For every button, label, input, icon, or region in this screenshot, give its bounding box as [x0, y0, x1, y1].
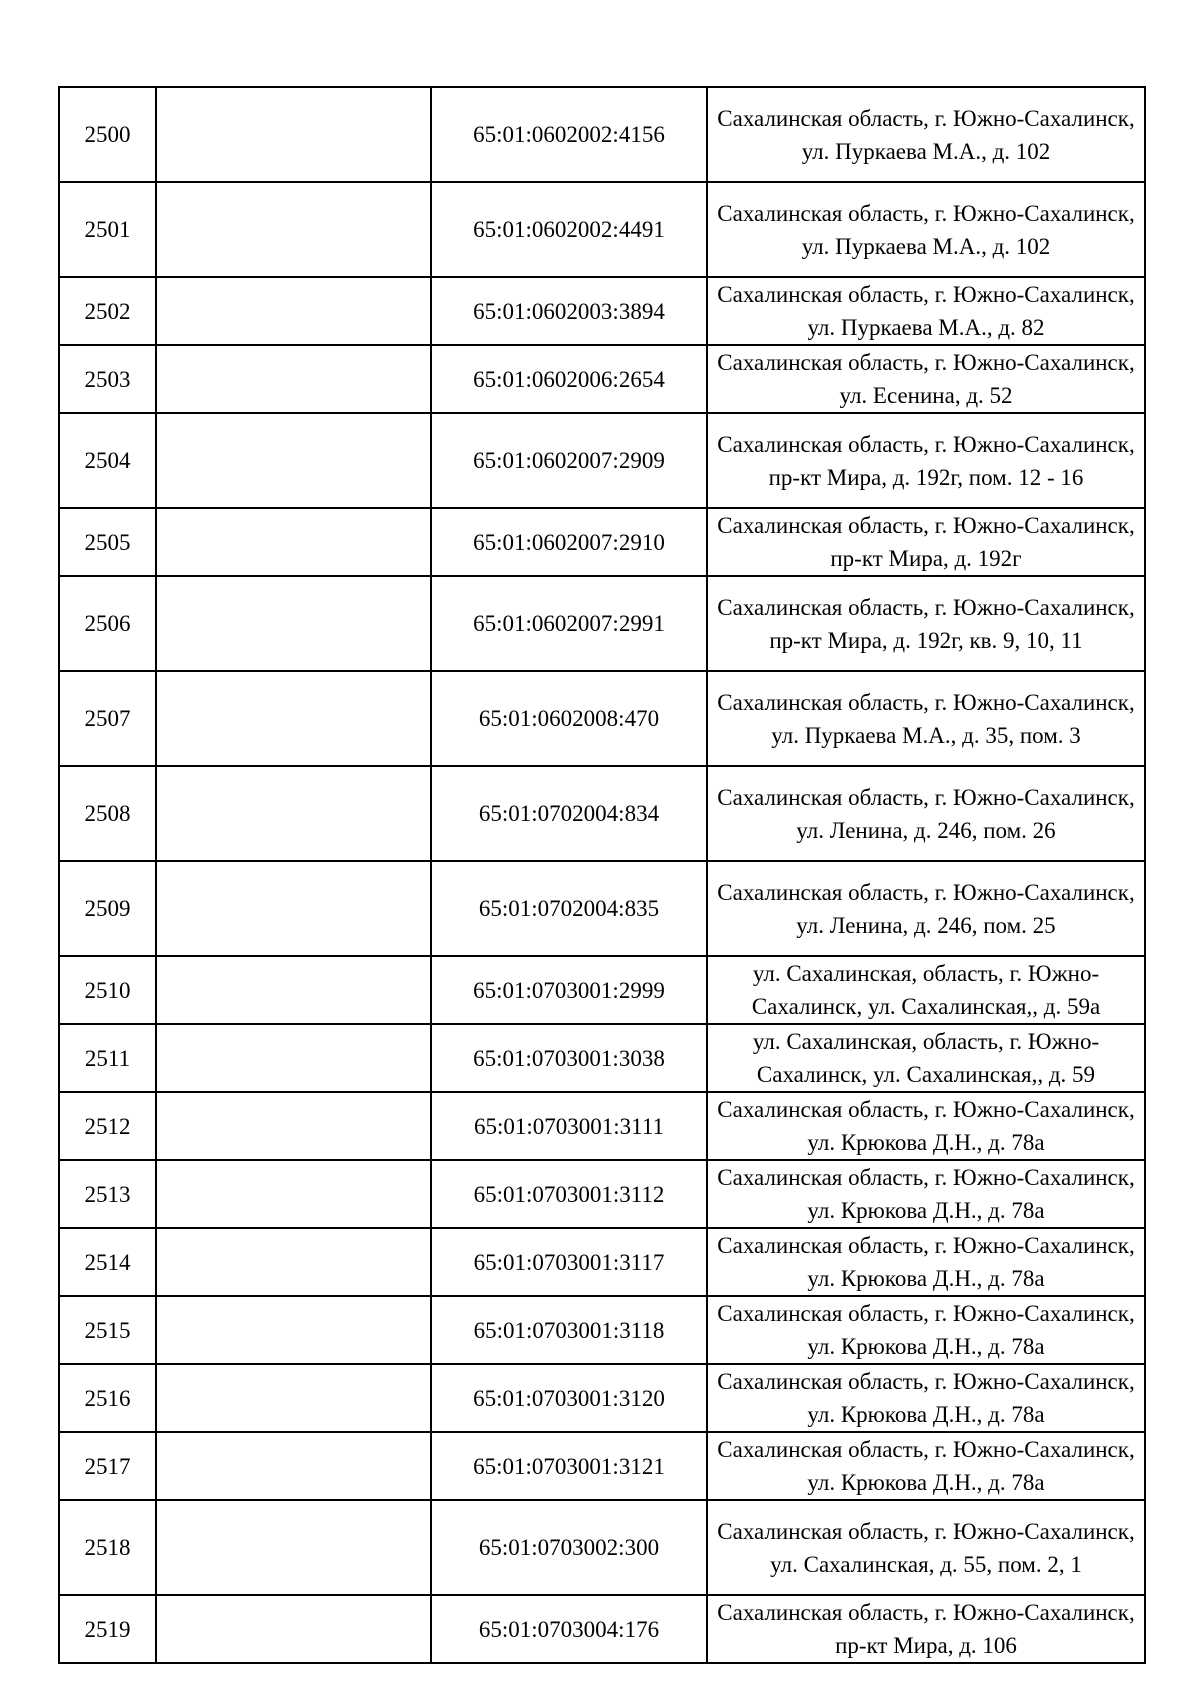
- row-number: 2511: [59, 1024, 156, 1092]
- address-cell: Сахалинская область, г. Южно-Сахалинск, ул. Крюкова Д.Н., д. 78а: [707, 1228, 1145, 1296]
- owner-cell: [156, 1500, 431, 1595]
- owner-cell: [156, 508, 431, 576]
- address-cell: Сахалинская область, г. Южно-Сахалинск, ул. Пуркаева М.А., д. 102: [707, 87, 1145, 182]
- cadastral-number: 65:01:0703002:300: [431, 1500, 707, 1595]
- owner-cell: [156, 861, 431, 956]
- cadastral-number: 65:01:0703001:2999: [431, 956, 707, 1024]
- address-cell: Сахалинская область, г. Южно-Сахалинск, пр-кт Мира, д. 192г, кв. 9, 10, 11: [707, 576, 1145, 671]
- address-cell: Сахалинская область, г. Южно-Сахалинск, пр-кт Мира, д. 192г: [707, 508, 1145, 576]
- row-number: 2500: [59, 87, 156, 182]
- cadastral-number: 65:01:0602002:4491: [431, 182, 707, 277]
- cadastral-number: 65:01:0703001:3112: [431, 1160, 707, 1228]
- table-row: [59, 277, 1145, 345]
- table-row: [59, 1296, 1145, 1364]
- row-number: 2518: [59, 1500, 156, 1595]
- row-number: 2514: [59, 1228, 156, 1296]
- address-cell: Сахалинская область, г. Южно-Сахалинск, пр-кт Мира, д. 106: [707, 1595, 1145, 1663]
- cadastral-number: 65:01:0703001:3111: [431, 1092, 707, 1160]
- cadastral-number: 65:01:0602008:470: [431, 671, 707, 766]
- owner-cell: [156, 277, 431, 345]
- owner-cell: [156, 671, 431, 766]
- row-number: 2507: [59, 671, 156, 766]
- table-row: [59, 766, 1145, 861]
- table-row: [59, 413, 1145, 508]
- owner-cell: [156, 1296, 431, 1364]
- cadastral-number: 65:01:0703001:3118: [431, 1296, 707, 1364]
- address-cell: Сахалинская область, г. Южно-Сахалинск, ул. Ленина, д. 246, пом. 26: [707, 766, 1145, 861]
- cadastral-number: 65:01:0703001:3120: [431, 1364, 707, 1432]
- table-row: [59, 87, 1145, 182]
- table-row: [59, 1500, 1145, 1595]
- address-cell: Сахалинская область, г. Южно-Сахалинск, ул. Есенина, д. 52: [707, 345, 1145, 413]
- cadastral-number: 65:01:0602007:2910: [431, 508, 707, 576]
- owner-cell: [156, 413, 431, 508]
- row-number: 2501: [59, 182, 156, 277]
- row-number: 2510: [59, 956, 156, 1024]
- row-number: 2505: [59, 508, 156, 576]
- table-row: [59, 576, 1145, 671]
- cadastral-number: 65:01:0602007:2909: [431, 413, 707, 508]
- row-number: 2512: [59, 1092, 156, 1160]
- owner-cell: [156, 766, 431, 861]
- address-cell: Сахалинская область, г. Южно-Сахалинск, ул. Крюкова Д.Н., д. 78а: [707, 1364, 1145, 1432]
- owner-cell: [156, 1432, 431, 1500]
- owner-cell: [156, 345, 431, 413]
- table-row: [59, 1432, 1145, 1500]
- address-cell: Сахалинская область, г. Южно-Сахалинск, пр-кт Мира, д. 192г, пом. 12 - 16: [707, 413, 1145, 508]
- row-number: 2516: [59, 1364, 156, 1432]
- cadastral-number: 65:01:0702004:834: [431, 766, 707, 861]
- address-cell: Сахалинская область, г. Южно-Сахалинск, ул. Крюкова Д.Н., д. 78а: [707, 1432, 1145, 1500]
- owner-cell: [156, 1092, 431, 1160]
- cadastral-number: 65:01:0602006:2654: [431, 345, 707, 413]
- cadastral-number: 65:01:0702004:835: [431, 861, 707, 956]
- address-cell: Сахалинская область, г. Южно-Сахалинск, ул. Пуркаева М.А., д. 102: [707, 182, 1145, 277]
- table-row: [59, 1595, 1145, 1663]
- address-cell: ул. Сахалинская, область, г. Южно-Сахалинск, ул. Сахалинская,, д. 59: [707, 1024, 1145, 1092]
- address-cell: Сахалинская область, г. Южно-Сахалинск, ул. Ленина, д. 246, пом. 25: [707, 861, 1145, 956]
- address-cell: Сахалинская область, г. Южно-Сахалинск, ул. Крюкова Д.Н., д. 78а: [707, 1296, 1145, 1364]
- cadastral-number: 65:01:0602007:2991: [431, 576, 707, 671]
- table-row: [59, 1024, 1145, 1092]
- address-cell: Сахалинская область, г. Южно-Сахалинск, ул. Крюкова Д.Н., д. 78а: [707, 1092, 1145, 1160]
- row-number: 2509: [59, 861, 156, 956]
- table-row: [59, 671, 1145, 766]
- cadastral-number: 65:01:0703001:3121: [431, 1432, 707, 1500]
- row-number: 2503: [59, 345, 156, 413]
- table-row: [59, 861, 1145, 956]
- property-registry-table: [58, 86, 1146, 1664]
- row-number: 2517: [59, 1432, 156, 1500]
- address-cell: Сахалинская область, г. Южно-Сахалинск, ул. Пуркаева М.А., д. 82: [707, 277, 1145, 345]
- owner-cell: [156, 576, 431, 671]
- owner-cell: [156, 1024, 431, 1092]
- table-row: [59, 1092, 1145, 1160]
- cadastral-number: 65:01:0602002:4156: [431, 87, 707, 182]
- address-cell: Сахалинская область, г. Южно-Сахалинск, ул. Сахалинская, д. 55, пом. 2, 1: [707, 1500, 1145, 1595]
- table-row: [59, 1228, 1145, 1296]
- owner-cell: [156, 1228, 431, 1296]
- table-row: [59, 508, 1145, 576]
- owner-cell: [156, 956, 431, 1024]
- row-number: 2515: [59, 1296, 156, 1364]
- cadastral-number: 65:01:0703001:3117: [431, 1228, 707, 1296]
- table-row: [59, 1364, 1145, 1432]
- row-number: 2506: [59, 576, 156, 671]
- owner-cell: [156, 182, 431, 277]
- owner-cell: [156, 87, 431, 182]
- table-row: [59, 1160, 1145, 1228]
- table-row: [59, 956, 1145, 1024]
- owner-cell: [156, 1364, 431, 1432]
- address-cell: Сахалинская область, г. Южно-Сахалинск, ул. Пуркаева М.А., д. 35, пом. 3: [707, 671, 1145, 766]
- owner-cell: [156, 1160, 431, 1228]
- address-cell: ул. Сахалинская, область, г. Южно-Сахалинск, ул. Сахалинская,, д. 59а: [707, 956, 1145, 1024]
- cadastral-number: 65:01:0703001:3038: [431, 1024, 707, 1092]
- row-number: 2502: [59, 277, 156, 345]
- row-number: 2519: [59, 1595, 156, 1663]
- address-cell: Сахалинская область, г. Южно-Сахалинск, ул. Крюкова Д.Н., д. 78а: [707, 1160, 1145, 1228]
- row-number: 2504: [59, 413, 156, 508]
- row-number: 2508: [59, 766, 156, 861]
- row-number: 2513: [59, 1160, 156, 1228]
- cadastral-number: 65:01:0703004:176: [431, 1595, 707, 1663]
- table-row: [59, 345, 1145, 413]
- cadastral-number: 65:01:0602003:3894: [431, 277, 707, 345]
- owner-cell: [156, 1595, 431, 1663]
- table-row: [59, 182, 1145, 277]
